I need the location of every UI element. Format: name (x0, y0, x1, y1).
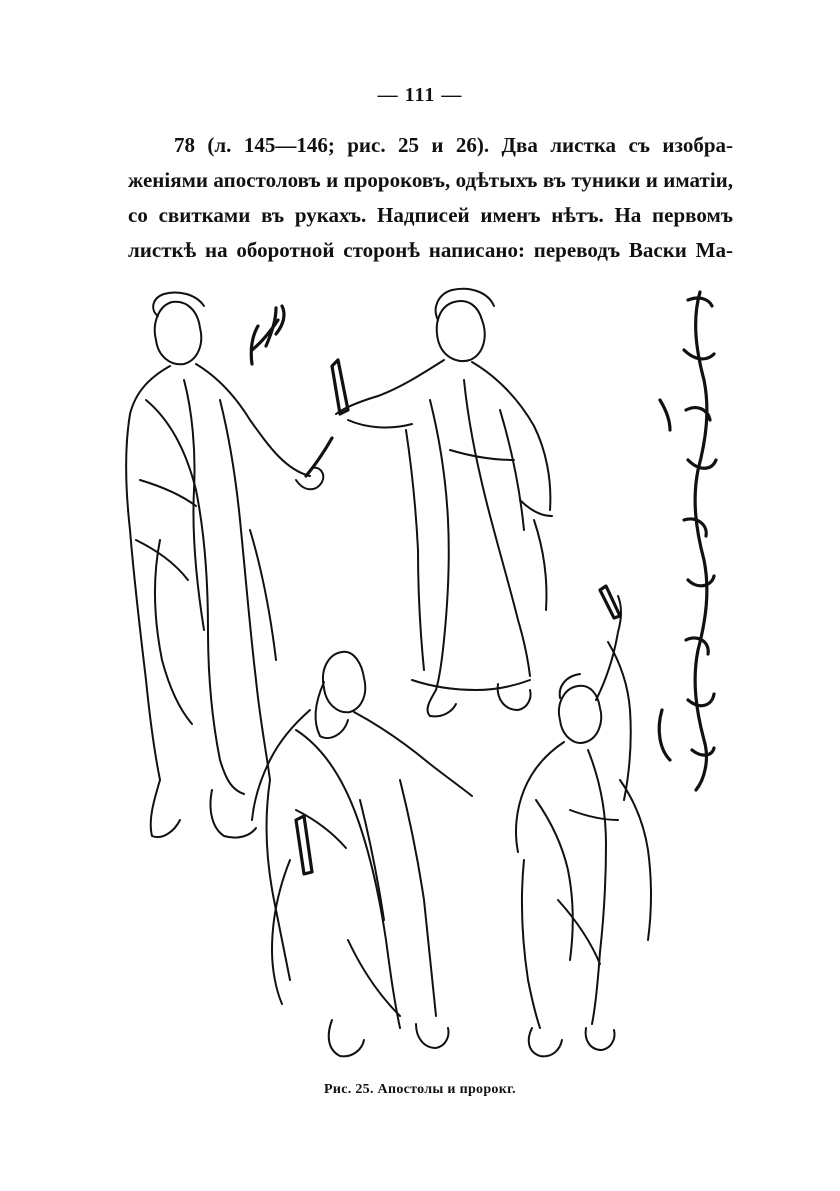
figure-caption: Рис. 25. Апостолы и пророкг. (324, 1082, 516, 1097)
body-line: 78 (л. 145—146; рис. 25 и 26). Два листка съ изобра- (174, 133, 733, 157)
apostles-line-drawing (100, 280, 740, 1080)
apostle-figure-upper-center (332, 289, 552, 717)
page-number: — 111 — (377, 84, 463, 106)
handwriting-small-mark (251, 306, 284, 364)
body-line: женіями апостоловъ и пророковъ, одѣтыхъ въ туники и иматіи, (128, 168, 733, 192)
figure-illustration (100, 280, 740, 1080)
apostle-figure-lower-right (516, 586, 651, 1056)
body-line: со свитками въ рукахъ. Надписей именъ нѣтъ. На первомъ (128, 203, 733, 227)
apostle-figure-upper-left (126, 293, 332, 838)
handwritten-vertical-inscription (659, 292, 716, 790)
body-line: листкѣ на оборотной сторонѣ написано: переводъ Васки Ма- (128, 238, 733, 262)
prophet-figure-lower-left (252, 652, 472, 1057)
body-paragraph (128, 128, 733, 268)
